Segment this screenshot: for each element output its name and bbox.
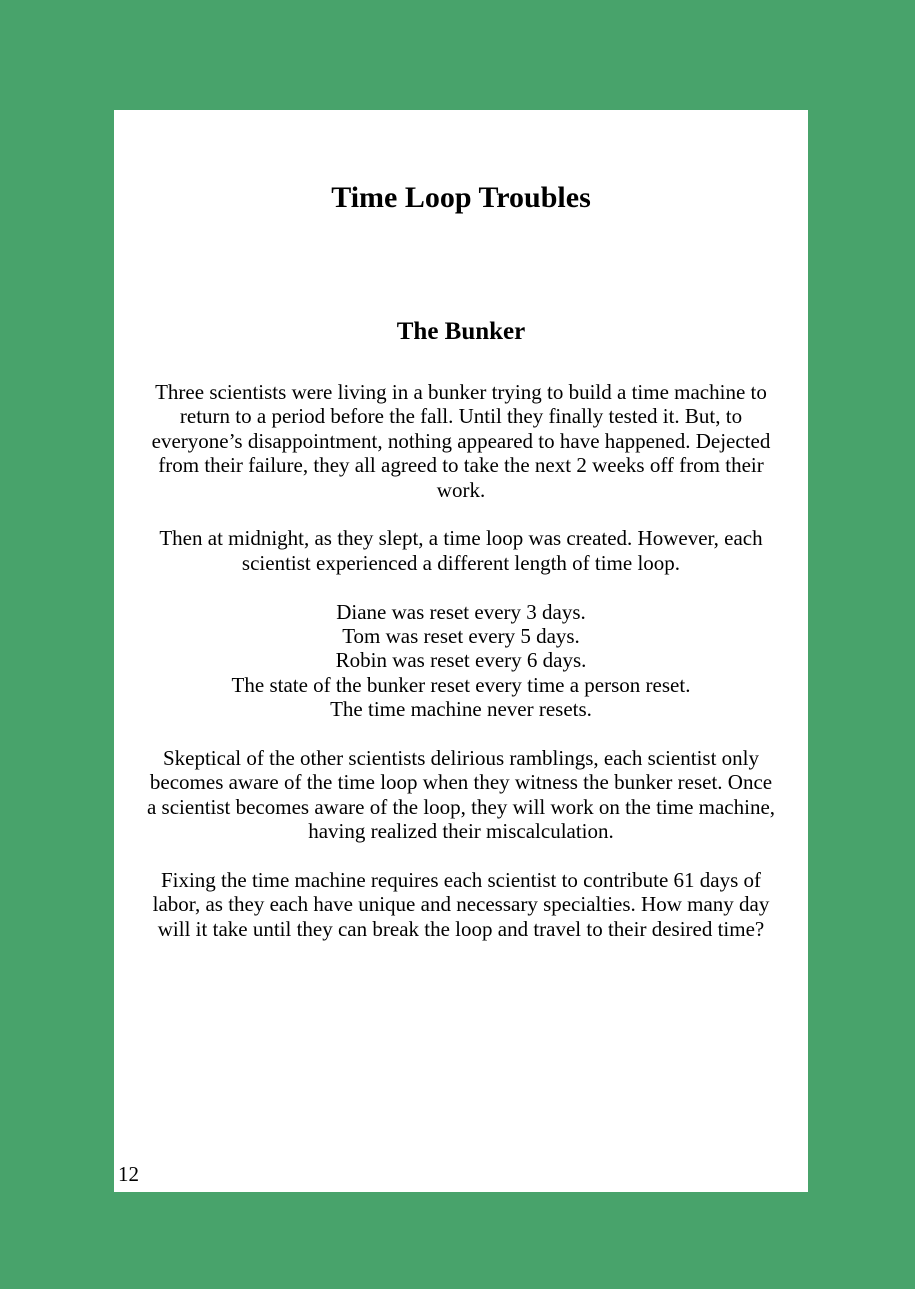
page-number: 12 bbox=[118, 1162, 139, 1186]
paragraph-question: Fixing the time machine requires each scientist to contribute 61 days of labor, as they each have unique and necessary specialties. How many day will it take until they can break the loop and travel to their desired time? bbox=[152, 868, 770, 941]
paragraph-intro: Three scientists were living in a bunker trying to build a time machine to return to a period before the fall. Until they finally tested it. But, to everyone’s disappointment, nothing appeared to have happened. Dejected from their failure, they all agreed to take the next 2 weeks off from their work. bbox=[151, 380, 771, 502]
book-page bbox=[114, 110, 808, 1192]
paragraph-skeptical: Skeptical of the other scientists delirious ramblings, each scientist only becomes aware of the time loop when they witness the bunker reset. Once a scientist becomes aware of the loop, they will work on the time machine, having realized their miscalculation. bbox=[146, 746, 776, 844]
rule-robin: Robin was reset every 6 days. bbox=[335, 648, 587, 673]
rule-diane: Diane was reset every 3 days. bbox=[336, 599, 586, 624]
story-text bbox=[144, 380, 778, 941]
section-title: The Bunker bbox=[396, 318, 526, 345]
page-title: Time Loop Troubles bbox=[331, 181, 591, 214]
rule-tom: Tom was reset every 5 days. bbox=[342, 624, 580, 649]
paragraph-time-loop: Then at midnight, as they slept, a time loop was created. However, each scientist experienced a different length of time loop. bbox=[159, 526, 763, 575]
rule-bunker: The state of the bunker reset every time a person reset. bbox=[231, 672, 691, 697]
rules-list bbox=[144, 600, 778, 722]
rule-machine: The time machine never resets. bbox=[330, 697, 592, 722]
